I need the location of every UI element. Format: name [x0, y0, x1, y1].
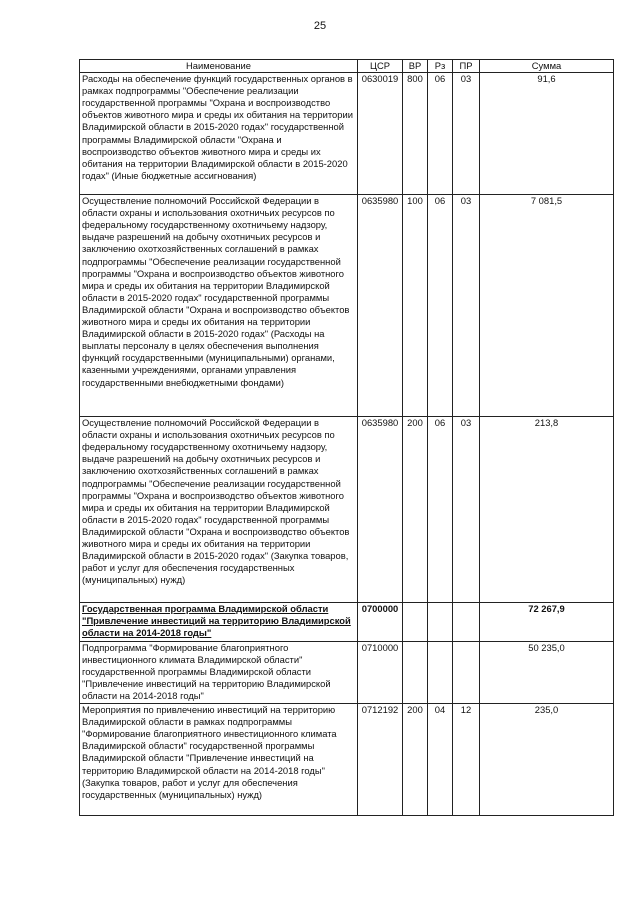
row-csr: 0700000	[358, 603, 403, 642]
row-sum: 91,6	[480, 73, 614, 195]
row-sum: 50 235,0	[480, 642, 614, 704]
row-rz: 04	[428, 704, 453, 816]
row-rz	[428, 642, 453, 704]
col-header-rz: Рз	[428, 60, 453, 73]
table-row	[80, 73, 614, 195]
row-pr: 03	[453, 195, 480, 417]
col-header-csr: ЦСР	[358, 60, 403, 73]
row-csr: 0712192	[358, 704, 403, 816]
row-name: Подпрограмма "Формирование благоприятного инвестиционного климата Владимирской области" государственной программы Владимирской области "Привлечение инвестиций на территорию Владимирской области на 2014-2018 годы"	[80, 642, 358, 704]
row-rz	[428, 603, 453, 642]
row-rz: 06	[428, 417, 453, 603]
row-name: Осуществление полномочий Российской Федерации в области охраны и использования охотничьих ресурсов по федеральному государственному охотничьему надзору, выдаче разрешений на добычу охотничьих ресурсов и заключению охотхозяйственных соглашений в рамках подпрограммы "Обеспечение реализации государственной программы "Охрана и воспроизводство объектов животного мира и среды их обитания на территории Владимирской области в 2015-2020 годах" государственной программы Владимирской области "Охрана и воспроизводство объектов животного мира и среды их обитания на территории Владимирской области в 2015-2020 годах" (Закупка товаров, работ и услуг для обеспечения государственных (муниципальных) нужд)	[80, 417, 358, 603]
row-name: Расходы на обеспечение функций государственных органов в рамках подпрограммы "Обеспечение реализации государственной программы "Охрана и воспроизводство объектов животного мира и среды их обитания на территории Владимирской области в 2015-2020 годах" государственной программы Владимирской области "Охрана и воспроизводство объектов животного мира и среды их обитания на территории Владимирской области в 2015-2020 годах" (Иные бюджетные ассигнования)	[80, 73, 358, 195]
row-csr: 0710000	[358, 642, 403, 704]
row-vr: 100	[403, 195, 428, 417]
table-row-program	[80, 603, 614, 642]
row-rz: 06	[428, 195, 453, 417]
row-vr: 200	[403, 704, 428, 816]
col-header-name: Наименование	[80, 60, 358, 73]
row-csr: 0635980	[358, 195, 403, 417]
col-header-pr: ПР	[453, 60, 480, 73]
row-pr: 12	[453, 704, 480, 816]
row-sum: 213,8	[480, 417, 614, 603]
col-header-sum: Сумма	[480, 60, 614, 73]
row-csr: 0635980	[358, 417, 403, 603]
row-name: Мероприятия по привлечению инвестиций на территорию Владимирской области в рамках подпрограммы "Формирование благоприятного инвестиционного климата Владимирской области" государственной программы Владимирской области "Привлечение инвестиций на территорию Владимирской области на 2014-2018 годы" (Закупка товаров, работ и услуг для обеспечения государственных (муниципальных) нужд)	[80, 704, 358, 816]
col-header-vr: ВР	[403, 60, 428, 73]
row-vr	[403, 603, 428, 642]
table-row	[80, 195, 614, 417]
budget-table	[79, 59, 614, 816]
row-rz: 06	[428, 73, 453, 195]
row-vr: 200	[403, 417, 428, 603]
row-sum: 7 081,5	[480, 195, 614, 417]
row-pr: 03	[453, 73, 480, 195]
row-name: Государственная программа Владимирской области "Привлечение инвестиций на территорию Владимирской области на 2014-2018 годы"	[80, 603, 358, 642]
page-number: 25	[313, 20, 327, 32]
row-vr	[403, 642, 428, 704]
table-row	[80, 417, 614, 603]
row-name: Осуществление полномочий Российской Федерации в области охраны и использования охотничьих ресурсов по федеральному государственному охотничьему надзору, выдаче разрешений на добычу охотничьих ресурсов и заключению охотхозяйственных соглашений в рамках подпрограммы "Обеспечение реализации государственной программы "Охрана и воспроизводство объектов животного мира и среды их обитания на территории Владимирской области в 2015-2020 годах" государственной программы Владимирской области "Охрана и воспроизводство объектов животного мира и среды их обитания на территории Владимирской области в 2015-2020 годах" (Расходы на выплаты персоналу в целях обеспечения выполнения функций государственными (муниципальными) органами, казенными учреждениями, органами управления государственными внебюджетными фондами)	[80, 195, 358, 417]
row-csr: 0630019	[358, 73, 403, 195]
table-header-row	[80, 60, 614, 73]
table-row	[80, 704, 614, 816]
row-pr: 03	[453, 417, 480, 603]
row-sum: 72 267,9	[480, 603, 614, 642]
row-pr	[453, 603, 480, 642]
table-row-subprogram	[80, 642, 614, 704]
row-vr: 800	[403, 73, 428, 195]
row-pr	[453, 642, 480, 704]
row-sum: 235,0	[480, 704, 614, 816]
